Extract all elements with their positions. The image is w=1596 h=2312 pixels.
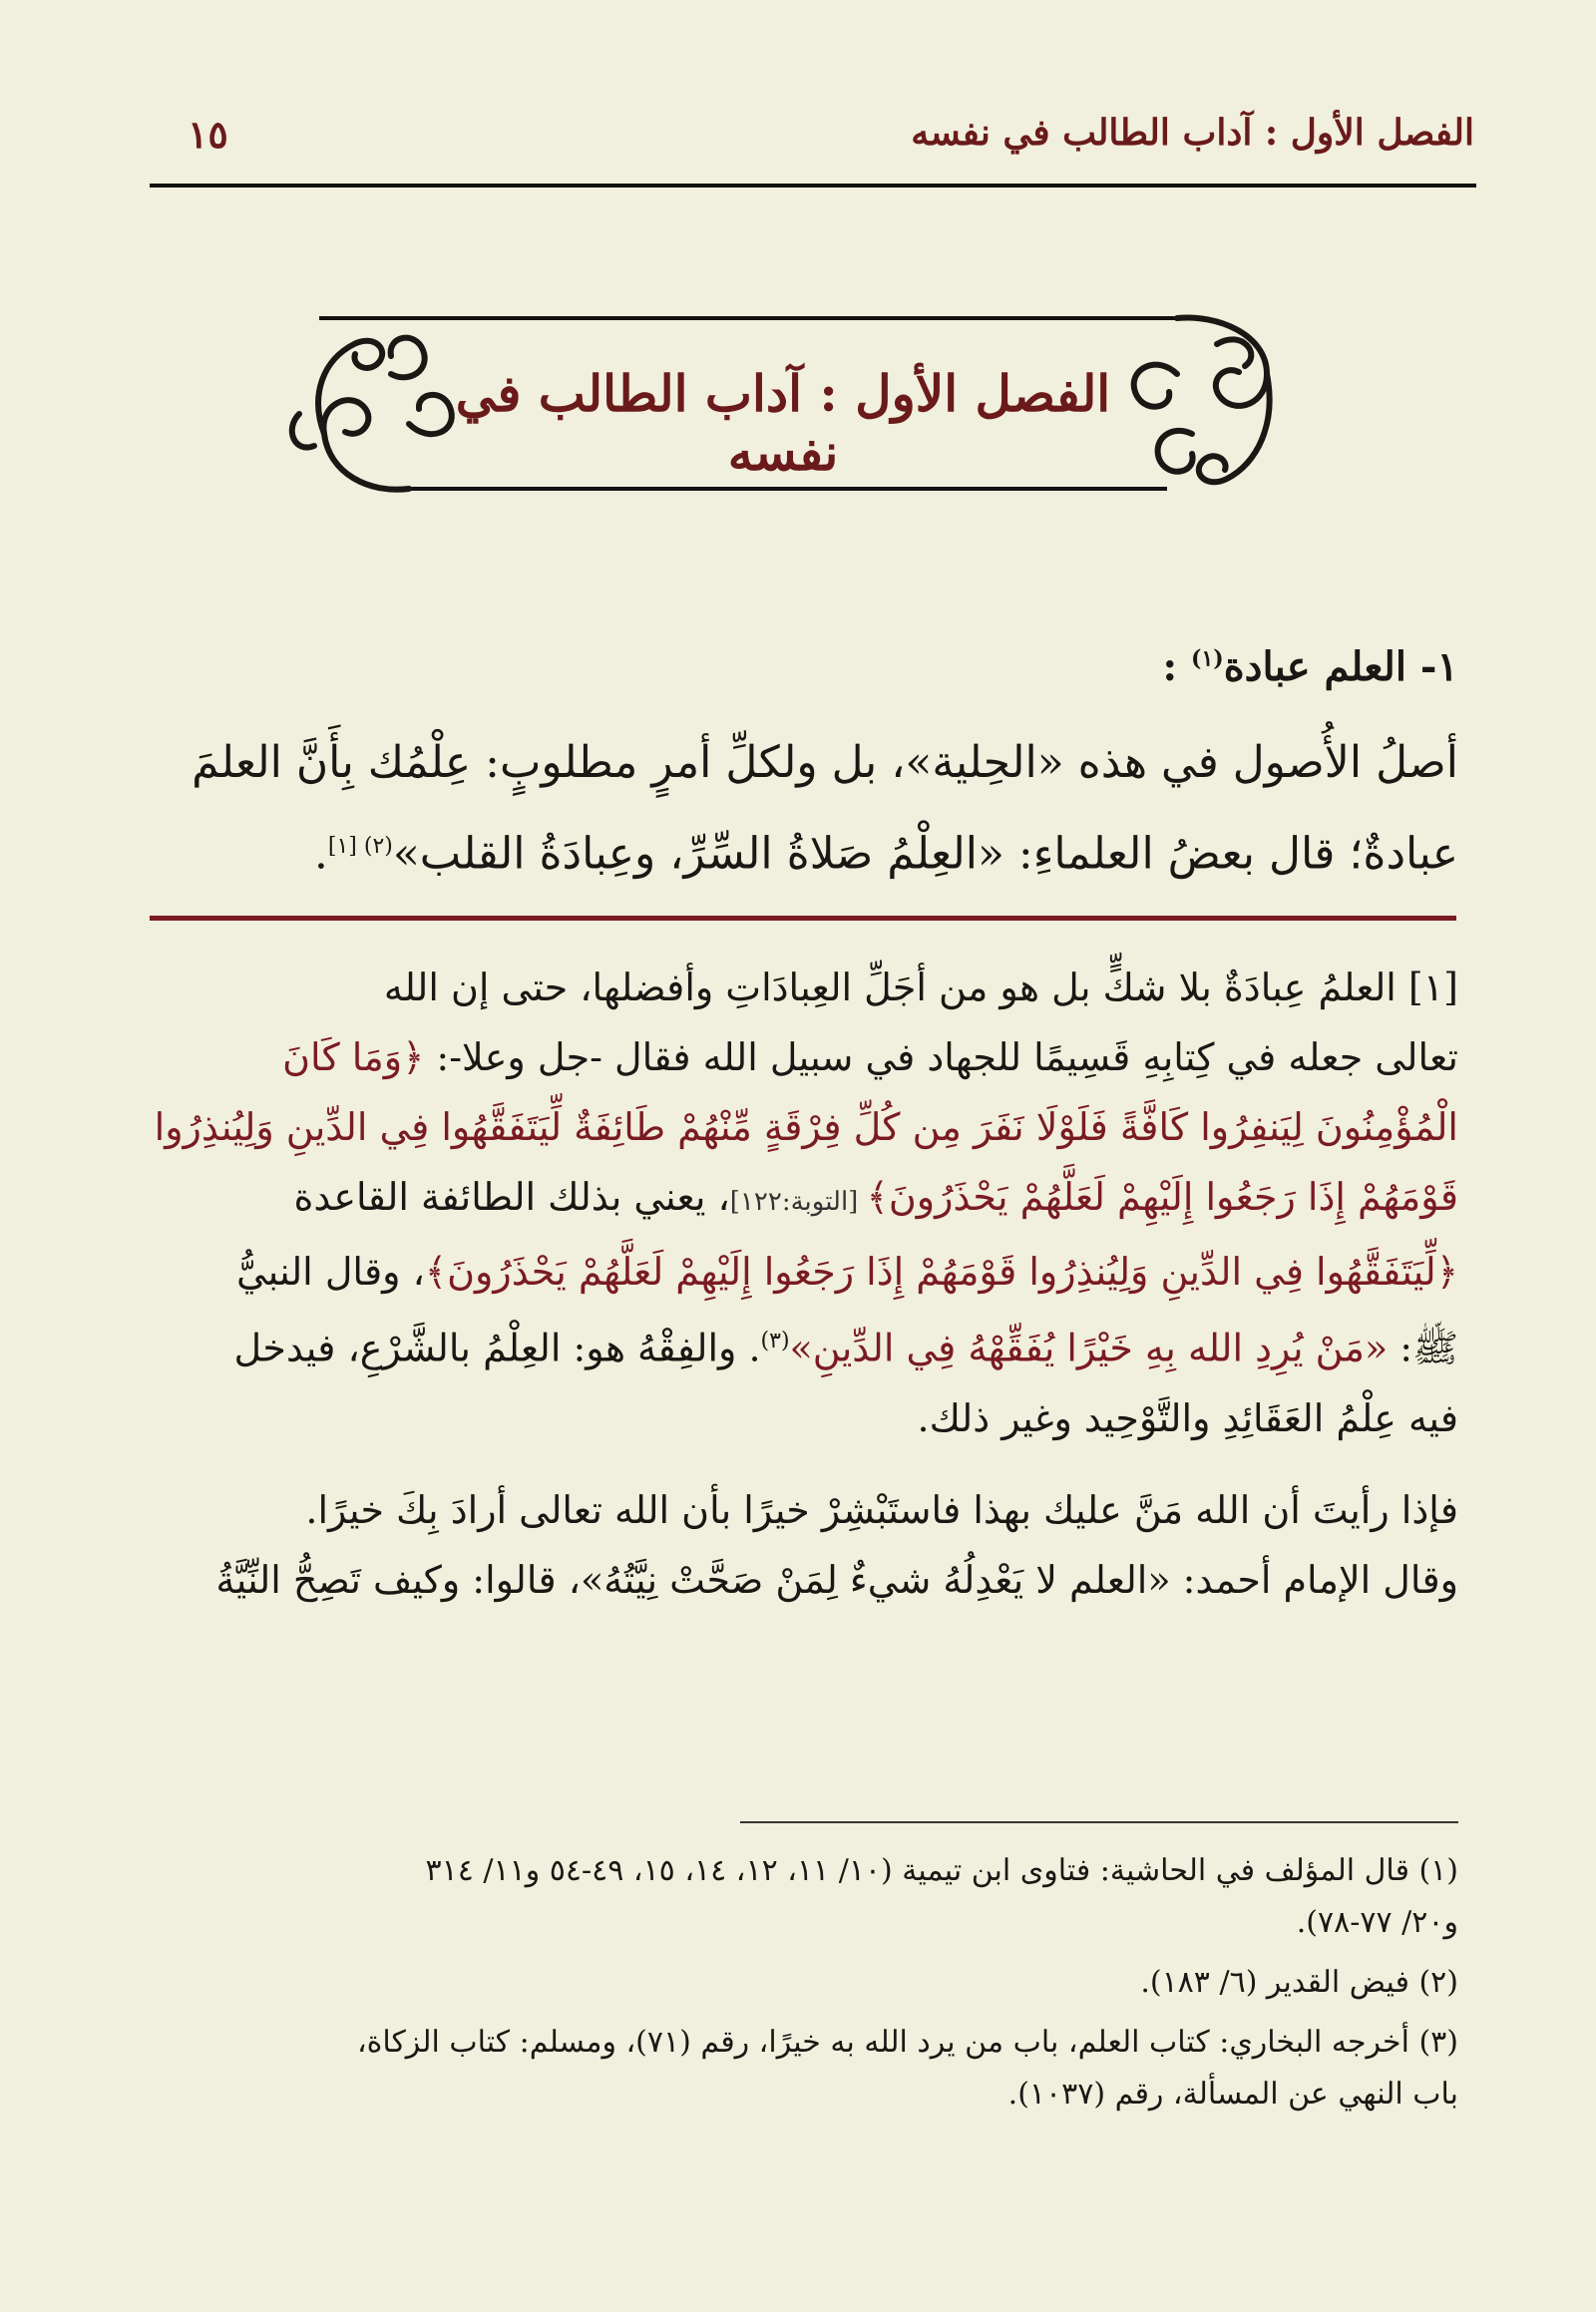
- section-heading-colon: :: [1162, 643, 1192, 690]
- quran-verse: ﴿لِّيَتَفَقَّهُوا فِي الدِّينِ وَلِيُنذِرُوا قَوْمَهُمْ إِذَا رَجَعُوا إِلَيْهِمْ لَعَلَّهُمْ يَحْذَرُونَ﴾: [424, 1250, 1458, 1294]
- commentary-line: فيه عِلْمُ العَقَائِدِ والتَّوْحِيد وغير ذلك.: [917, 1395, 1458, 1440]
- running-title: الفصل الأول : آداب الطالب في نفسه: [911, 112, 1474, 154]
- footnote-1: (١) قال المؤلف في الحاشية: فتاوى ابن تيمية (١٠/ ١١، ١٢، ١٤، ١٥، ٤٩-٥٤ و١١/ ٣١٤: [425, 1853, 1458, 1888]
- footnote-gap: [140, 2009, 1458, 2017]
- main-text-end: .: [313, 828, 328, 880]
- right-scroll-ornament-icon: [1134, 317, 1270, 482]
- main-text-line: [140, 805, 1458, 897]
- footnote-3-continued: باب النهي عن المسألة، رقم (١٠٣٧).: [1007, 2077, 1458, 2112]
- footnote-marker: (٣): [760, 1329, 790, 1353]
- commentary-line: [140, 1162, 1458, 1237]
- main-text: [140, 721, 1458, 897]
- left-scroll-ornament-icon: [292, 338, 452, 490]
- footnote-marker: (١): [1191, 645, 1224, 672]
- footnotes: [140, 1845, 1458, 2120]
- footnote-marker: (٢) [١]: [327, 834, 393, 859]
- footnote-3: (٣) أخرجه البخاري: كتاب العلم، باب من يرد الله به خيرًا، رقم (٧١)، ومسلم: كتاب الزكاة،: [356, 2025, 1458, 2060]
- quran-verse: الْمُؤْمِنُونَ لِيَنفِرُوا كَافَّةً فَلَوْلَا نَفَرَ مِن كُلِّ فِرْقَةٍ مِّنْهُمْ طَائِفَةٌ لِّيَتَفَقَّهُوا فِي الدِّينِ وَلِيُنذِرُوا: [154, 1105, 1458, 1149]
- commentary-text: ﷺ:: [1388, 1326, 1458, 1370]
- commentary-line: فإذا رأيتَ أن الله مَنَّ عليك بهذا فاستَبْشِرْ خيرًا بأن الله تعالى أرادَ بِكَ خيرًا.: [305, 1487, 1458, 1532]
- commentary-text: ، يعني بذلك الطائفة القاعدة: [293, 1175, 730, 1219]
- section-heading: [1162, 643, 1458, 690]
- header-rule: [150, 184, 1476, 188]
- footnote-gap: [140, 1949, 1458, 1957]
- commentary: [140, 953, 1458, 1615]
- commentary-line: وقال الإمام أحمد: «العلم لا يَعْدِلُهُ شيءٌ لِمَنْ صَحَّتْ نِيَّتُهُ»، قالوا: وكيف تَصِحُّ النِّيَّةُ: [215, 1557, 1458, 1602]
- commentary-text: . والفِقْهُ هو: العِلْمُ بالشَّرْعِ، فيدخل: [233, 1326, 761, 1370]
- commentary-text: ، وقال النبيُّ: [236, 1250, 425, 1294]
- quran-verse: قَوْمَهُمْ إِذَا رَجَعُوا إِلَيْهِمْ لَعَلَّهُمْ يَحْذَرُونَ﴾: [866, 1175, 1458, 1219]
- hadith-quote: «مَنْ يُرِدِ الله بِهِ خَيْرًا يُفَقِّهْهُ فِي الدِّينِ»: [789, 1326, 1389, 1370]
- page-number: ١٥: [188, 112, 228, 157]
- footnote-2: (٢) فيض القدير (٦/ ١٨٣).: [1140, 1965, 1458, 2000]
- commentary-line: [140, 1022, 1458, 1092]
- verse-citation: [التوبة:١٢٢]: [729, 1187, 867, 1217]
- chapter-banner: [279, 314, 1307, 514]
- paragraph-gap: [140, 1453, 1458, 1475]
- footnote-1-continued: و٢٠/ ٧٧-٧٨).: [1296, 1905, 1458, 1940]
- main-text-quote: عبادةٌ؛ قال بعضُ العلماءِ: «العِلْمُ صَلاةُ السِّرِّ، وعِبادَةُ القلب»: [392, 828, 1458, 880]
- main-text-line: أصلُ الأُصول في هذه «الحِلية»، بل ولكلِّ أمرٍ مطلوبٍ: عِلْمُك بِأَنَّ العلمَ: [192, 737, 1458, 788]
- footnote-rule: [740, 1821, 1458, 1823]
- chapter-title: الفصل الأول : آداب الطالب في نفسه: [455, 364, 1111, 482]
- section-heading-text: ١- العلم عبادة: [1223, 643, 1458, 690]
- commentary-line: [١] العلمُ عِبادَةٌ بلا شكٍّ بل هو من أجَلِّ العِبادَاتِ وأفضلها، حتى إن الله: [383, 965, 1458, 1009]
- commentary-line: [140, 1237, 1458, 1307]
- commentary-line: [140, 1307, 1458, 1383]
- section-divider: [150, 916, 1456, 921]
- commentary-text: تعالى جعله في كِتابِهِ قَسِيمًا للجهاد في سبيل الله فقال -جل وعلا-:: [424, 1035, 1458, 1079]
- quran-verse: ﴿وَمَا كَانَ: [282, 1035, 425, 1079]
